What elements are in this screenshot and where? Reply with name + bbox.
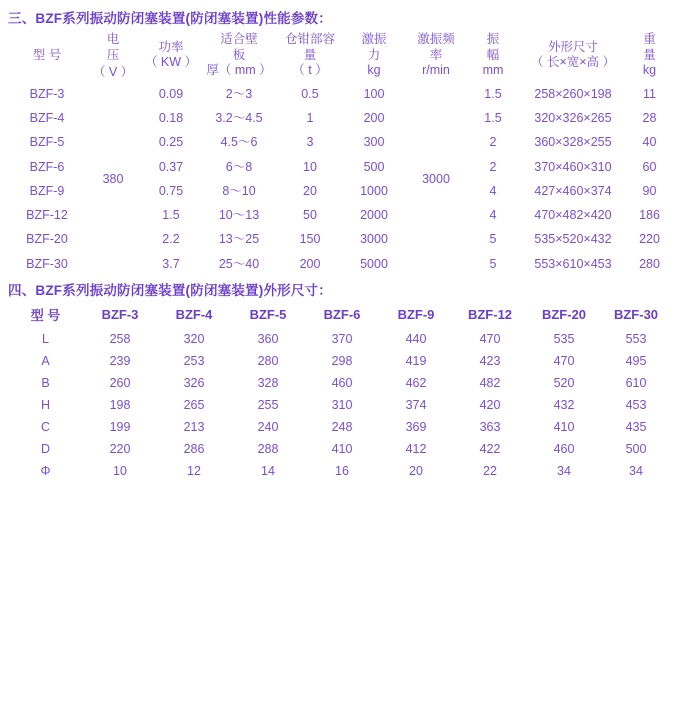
dims-cell: 553 <box>625 331 647 346</box>
header-capacity <box>276 29 344 82</box>
header-weight-line-2: 量 <box>643 47 656 62</box>
header-voltage-line-3: （ V ） <box>92 64 134 79</box>
dims-cell: 239 <box>109 353 131 368</box>
table-row <box>8 416 671 438</box>
dims-cell: 369 <box>405 419 427 434</box>
dims-cell: 310 <box>331 397 353 412</box>
dims-cell: 260 <box>109 375 131 390</box>
cell-model: BZF-5 <box>29 135 65 150</box>
cell-amplitude: 2 <box>489 135 497 150</box>
dims-cell: 432 <box>553 397 575 412</box>
header-wall-line-1: 适合壁 <box>220 31 258 46</box>
dims-cell: 248 <box>331 419 353 434</box>
table-row <box>8 438 671 460</box>
cell-capacity: 0.5 <box>301 86 319 101</box>
cell-power: 0.09 <box>158 86 184 101</box>
dims-cell: 258 <box>109 331 131 346</box>
section-heading-number-2: 四、 <box>8 282 36 298</box>
dims-cell: 370 <box>331 331 353 346</box>
dims-cell: 470 <box>479 331 501 346</box>
cell-amplitude: 4 <box>489 183 497 198</box>
cell-wall: 3.2～4.5 <box>215 111 263 125</box>
cell-force: 100 <box>363 86 385 101</box>
performance-table <box>8 29 671 276</box>
cell-weight: 220 <box>639 232 660 247</box>
dims-header-bzf-5: BZF-5 <box>249 306 287 322</box>
cell-wall: 13～25 <box>218 232 260 247</box>
header-capacity-line-3: （ t ） <box>292 63 328 78</box>
cell-size: 320×326×265 <box>534 111 612 125</box>
dims-cell: 199 <box>109 419 131 434</box>
cell-force: 2000 <box>360 208 388 222</box>
cell-amplitude: 1.5 <box>484 111 502 125</box>
dimensions-table <box>8 301 671 482</box>
header-freq-line-2: 率 <box>429 47 443 62</box>
dims-cell: 453 <box>625 397 647 412</box>
dims-cell: 20 <box>409 463 423 478</box>
header-amp-line-3: mm <box>482 63 504 78</box>
header-amp-line-2: 幅 <box>486 47 500 62</box>
cell-capacity: 1 <box>306 111 314 125</box>
header-model <box>8 29 86 82</box>
cell-amplitude: 5 <box>489 232 497 247</box>
dims-cell: 280 <box>257 353 279 368</box>
cell-force: 1000 <box>360 183 388 198</box>
dims-cell: 440 <box>405 331 427 346</box>
cell-force: 200 <box>363 111 385 125</box>
cell-model: BZF-6 <box>29 159 65 174</box>
cell-force: 300 <box>363 135 385 150</box>
cell-weight: 90 <box>642 183 657 198</box>
dims-cell: 520 <box>553 375 575 390</box>
dims-cell: 16 <box>335 463 349 478</box>
cell-weight: 280 <box>639 256 660 271</box>
dimensions-header-row <box>8 301 671 328</box>
cell-amplitude: 4 <box>489 208 497 222</box>
header-amplitude <box>468 29 518 82</box>
dims-cell: 374 <box>405 397 427 412</box>
header-dimensions <box>518 29 628 82</box>
dims-row-label: B <box>41 375 50 390</box>
cell-frequency-merged: 3000 <box>422 171 450 186</box>
header-wall-line-2: 板 <box>232 47 246 62</box>
cell-wall: 25～40 <box>218 256 260 271</box>
dims-cell: 363 <box>479 419 501 434</box>
cell-model: BZF-9 <box>29 183 65 198</box>
section-heading-text-2: BZF系列振动防闭塞装置(防闭塞装置)外形尺寸： <box>35 282 332 298</box>
table-row <box>8 394 671 416</box>
dims-cell: 422 <box>479 441 501 456</box>
dims-cell: 610 <box>625 375 647 390</box>
dims-cell: 326 <box>183 375 205 390</box>
header-capacity-line-1: 仓钳部容 <box>284 31 335 46</box>
header-model-line-1: 型 号 <box>32 47 62 62</box>
dims-cell: 482 <box>479 375 501 390</box>
cell-model: BZF-3 <box>29 86 65 101</box>
cell-weight: 28 <box>642 111 657 125</box>
dims-cell: 410 <box>331 441 353 456</box>
dims-row-label: H <box>40 397 51 412</box>
dims-cell: 495 <box>625 353 647 368</box>
section-heading-dimensions <box>8 279 669 299</box>
header-force-line-2: 力 <box>367 47 381 62</box>
dims-header-bzf-3: BZF-3 <box>101 306 139 322</box>
header-voltage-line-1: 电 <box>106 32 120 46</box>
dims-header-bzf-9: BZF-9 <box>397 306 435 322</box>
cell-model: BZF-30 <box>26 256 68 271</box>
dims-cell: 460 <box>553 441 575 456</box>
dims-header-bzf-20: BZF-20 <box>541 306 587 322</box>
header-voltage-line-2: 压 <box>106 48 120 63</box>
cell-power: 0.37 <box>158 159 184 174</box>
cell-capacity: 200 <box>299 256 321 271</box>
cell-capacity: 10 <box>303 159 317 174</box>
header-wall-line-3: 厚（ mm ） <box>206 63 272 78</box>
cell-model: BZF-4 <box>29 111 65 125</box>
cell-size: 470×482×420 <box>534 208 612 222</box>
cell-weight: 186 <box>639 208 660 222</box>
dims-cell: 320 <box>183 331 205 346</box>
cell-weight: 60 <box>642 159 657 174</box>
cell-power: 2.2 <box>162 232 180 247</box>
dims-cell: 460 <box>331 375 353 390</box>
section-heading-number: 三、 <box>8 11 36 26</box>
header-amp-line-1: 振 <box>486 31 500 46</box>
dims-cell: 470 <box>553 353 575 368</box>
dims-cell: 265 <box>183 397 205 412</box>
dims-cell: 298 <box>331 353 353 368</box>
dims-cell: 420 <box>479 397 501 412</box>
dims-header-bzf-6: BZF-6 <box>323 306 361 322</box>
dims-row-label: C <box>40 419 51 434</box>
dims-header-bzf-30: BZF-30 <box>613 306 659 322</box>
cell-capacity: 50 <box>303 208 317 222</box>
header-exciting-frequency <box>404 29 468 82</box>
dims-cell: 14 <box>261 463 275 478</box>
header-weight <box>628 29 671 82</box>
dims-cell: 213 <box>183 419 205 434</box>
header-freq-line-3: r/min <box>422 63 450 78</box>
dims-cell: 328 <box>257 375 279 390</box>
dims-cell: 34 <box>557 463 571 478</box>
header-capacity-line-2: 量 <box>303 47 317 62</box>
dims-header-bzf-12: BZF-12 <box>467 306 513 322</box>
header-voltage <box>86 29 140 82</box>
cell-size: 370×460×310 <box>534 159 612 174</box>
cell-size: 360×328×255 <box>534 135 612 150</box>
dims-cell: 360 <box>257 331 279 346</box>
cell-amplitude: 2 <box>489 159 497 174</box>
cell-power: 0.75 <box>158 183 184 198</box>
header-force-line-3: kg <box>367 63 381 78</box>
header-weight-line-3: kg <box>642 63 657 78</box>
dims-cell: 240 <box>257 419 279 434</box>
cell-amplitude: 1.5 <box>484 86 502 101</box>
dims-cell: 288 <box>257 441 279 456</box>
cell-force: 5000 <box>360 256 388 271</box>
dims-cell: 198 <box>109 397 131 412</box>
cell-amplitude: 5 <box>489 256 497 271</box>
header-size-line-1: 外形尺寸 <box>547 39 598 54</box>
dims-cell: 286 <box>183 441 205 456</box>
dims-cell: 423 <box>479 353 501 368</box>
dims-cell: 12 <box>187 463 201 478</box>
table-row <box>8 460 671 482</box>
dims-cell: 500 <box>625 441 647 456</box>
header-power <box>140 29 202 82</box>
cell-wall: 4.5～6 <box>220 135 258 150</box>
header-freq-line-1: 激振频 <box>417 31 455 46</box>
header-power-line-1: 功率 <box>158 39 184 54</box>
cell-size: 535×520×432 <box>534 232 612 247</box>
cell-size: 427×460×374 <box>534 183 612 198</box>
cell-wall: 6～8 <box>225 159 253 174</box>
cell-power: 3.7 <box>162 256 180 271</box>
cell-power: 1.5 <box>162 208 180 222</box>
dims-cell: 462 <box>405 375 427 390</box>
table-row <box>8 350 671 372</box>
dims-cell: 435 <box>625 419 647 434</box>
header-wall-thickness <box>202 29 276 82</box>
cell-force: 3000 <box>360 232 388 247</box>
table-row <box>8 372 671 394</box>
dims-cell: 22 <box>483 463 497 478</box>
dims-row-label: L <box>42 331 49 346</box>
cell-weight: 40 <box>642 135 657 150</box>
cell-weight: 11 <box>643 86 656 101</box>
cell-power: 0.25 <box>158 135 184 150</box>
table-row <box>8 82 671 106</box>
dims-cell: 220 <box>109 441 131 456</box>
cell-wall: 8～10 <box>222 183 256 198</box>
cell-size: 553×610×453 <box>534 256 612 271</box>
dims-cell: 255 <box>257 397 279 412</box>
cell-capacity: 3 <box>306 135 314 150</box>
dims-cell: 412 <box>405 441 427 456</box>
dims-cell: 419 <box>405 353 427 368</box>
header-exciting-force <box>344 29 404 82</box>
section-heading-performance <box>8 7 669 27</box>
dims-cell: 410 <box>553 419 575 434</box>
dims-header-bzf-4: BZF-4 <box>175 306 213 322</box>
cell-wall: 10～13 <box>218 208 260 222</box>
cell-capacity: 20 <box>303 183 317 198</box>
table-row <box>8 328 671 350</box>
dims-cell: 253 <box>183 353 205 368</box>
dims-cell: 10 <box>113 463 127 478</box>
section-heading-text: BZF系列振动防闭塞装置(防闭塞装置)性能参数： <box>35 11 332 26</box>
cell-power: 0.18 <box>158 111 184 125</box>
cell-size: 258×260×198 <box>534 86 612 101</box>
dims-row-label: D <box>40 441 51 456</box>
dims-row-label: Φ <box>40 463 51 478</box>
header-force-line-1: 激振 <box>361 31 387 46</box>
header-power-line-2: （ KW ） <box>144 55 198 70</box>
cell-force: 500 <box>363 159 385 174</box>
header-size-line-2: （ 长×宽×高 ） <box>530 55 616 70</box>
cell-model: BZF-12 <box>26 208 68 222</box>
cell-voltage-merged: 380 <box>102 171 124 186</box>
performance-table-header-row <box>8 29 671 82</box>
dims-cell: 535 <box>553 331 575 346</box>
cell-model: BZF-20 <box>26 232 68 247</box>
dims-header-model: 型 号 <box>30 307 61 323</box>
cell-wall: 2～3 <box>225 86 253 101</box>
dims-cell: 34 <box>629 463 643 478</box>
header-weight-line-1: 重 <box>643 31 656 46</box>
dims-row-label: A <box>41 353 50 368</box>
cell-capacity: 150 <box>299 232 321 247</box>
